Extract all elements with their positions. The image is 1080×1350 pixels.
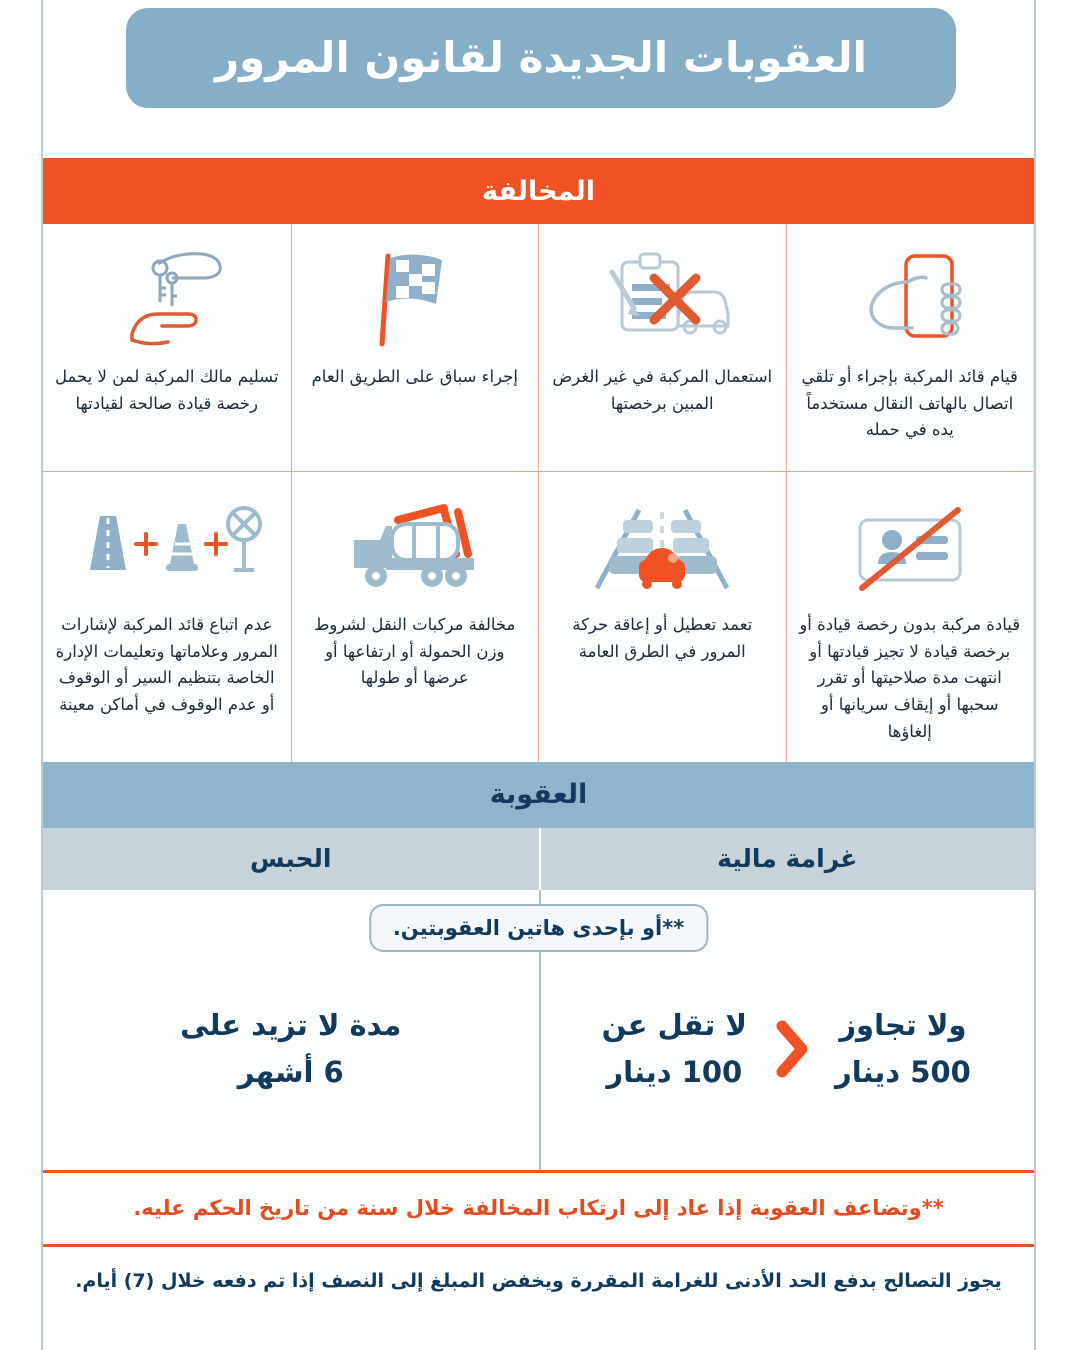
fine-max-text: ولا تجاوز 500 دينار [835,1007,971,1090]
fine-min-text: لا تقل عن 100 دينار [601,1007,747,1090]
penalties-table [43,158,1034,1305]
fine-amounts [539,1002,1035,1098]
violation-label: قيام قائد المركبة بإجراء أو تلقي اتصال بالهاتف النقال مستخدماً يده في حمله [801,367,1018,440]
overloaded-truck-icon [340,490,490,606]
violation-cell-racing [291,224,539,472]
repeat-offense-text: **وتضاعف العقوبة إذا عاد إلى ارتكاب المخالفة خلال سنة من تاريخ الحكم عليه. [133,1196,944,1221]
hand-phone-icon [856,242,964,358]
violation-cell-no-license [786,472,1034,762]
violation-label: استعمال المركبة في غير الغرض المبين برخصتها [552,367,773,413]
violation-header [43,158,1034,224]
violation-cell-wrong-purpose [538,224,786,472]
title-text: العقوبات الجديدة لقانون المرور [214,32,868,82]
violation-label: قيادة مركبة بدون رخصة قيادة أو برخصة قيادة لا تجيز قيادتها أو انتهت مدة صلاحيتها أو تقرر سحبها أو إيقاف سريانها أو إلغاؤها [799,615,1021,741]
jail-amount [43,1002,539,1098]
title-banner [126,8,956,108]
penalty-body [43,890,1034,1173]
violation-cell-obstruct-traffic [538,472,786,762]
violation-label: تسليم مالك المركبة لمن لا يحمل رخصة قيادة صالحة لقيادتها [54,367,279,413]
page-title [126,8,956,108]
repeat-offense-footnote [43,1173,1034,1247]
violation-header-text: المخالفة [481,175,596,207]
subheader-fine: غرامة مالية [539,828,1035,890]
penalty-header [43,762,1034,828]
violation-label: إجراء سباق على الطريق العام [311,367,518,386]
road-cone-sign-icon [72,490,262,606]
hand-keys-icon [102,242,232,358]
violation-grid [43,224,1034,762]
clipboard-car-cross-icon [592,242,732,358]
penalty-callout: **أو بإحدى هاتين العقوبتين. [369,904,708,952]
violation-cell-ignore-signs [43,472,291,762]
penalty-header-text: العقوبة [489,779,588,811]
license-card-slash-icon [846,490,974,606]
jail-value-text: مدة لا تزيد على 6 أشهر [180,1007,402,1090]
violation-label: مخالفة مركبات النقل لشروط وزن الحمولة أو ارتفاعها أو عرضها أو طولها [314,615,516,688]
violation-label: تعمد تعطيل أو إعاقة حركة المرور في الطرق العامة [572,615,753,661]
traffic-jam-icon [587,490,737,606]
checkered-flag-icon [360,242,470,358]
violation-cell-phone-use [786,224,1034,472]
chevron-right-icon [771,1017,811,1081]
violation-cell-handover-keys [43,224,291,472]
settlement-footnote [43,1247,1034,1306]
penalty-amounts [43,1002,1034,1098]
subheader-jail: الحبس [249,844,332,874]
violation-cell-overload [291,472,539,762]
right-guide-rule [1034,0,1036,1350]
violation-label: عدم اتباع قائد المركبة لإشارات المرور وعلاماتها وتعليمات الإدارة الخاصة بتنظيم السير أو الوقوف أو عدم الوقوف في أماكن معينة [55,615,278,715]
settlement-text: يجوز التصالح بدفع الحد الأدنى للغرامة المقررة ويخفض المبلغ إلى النصف إذا تم دفعه خلال (7) أيام. [75,1269,1002,1292]
penalty-subheader-row [43,828,1034,890]
